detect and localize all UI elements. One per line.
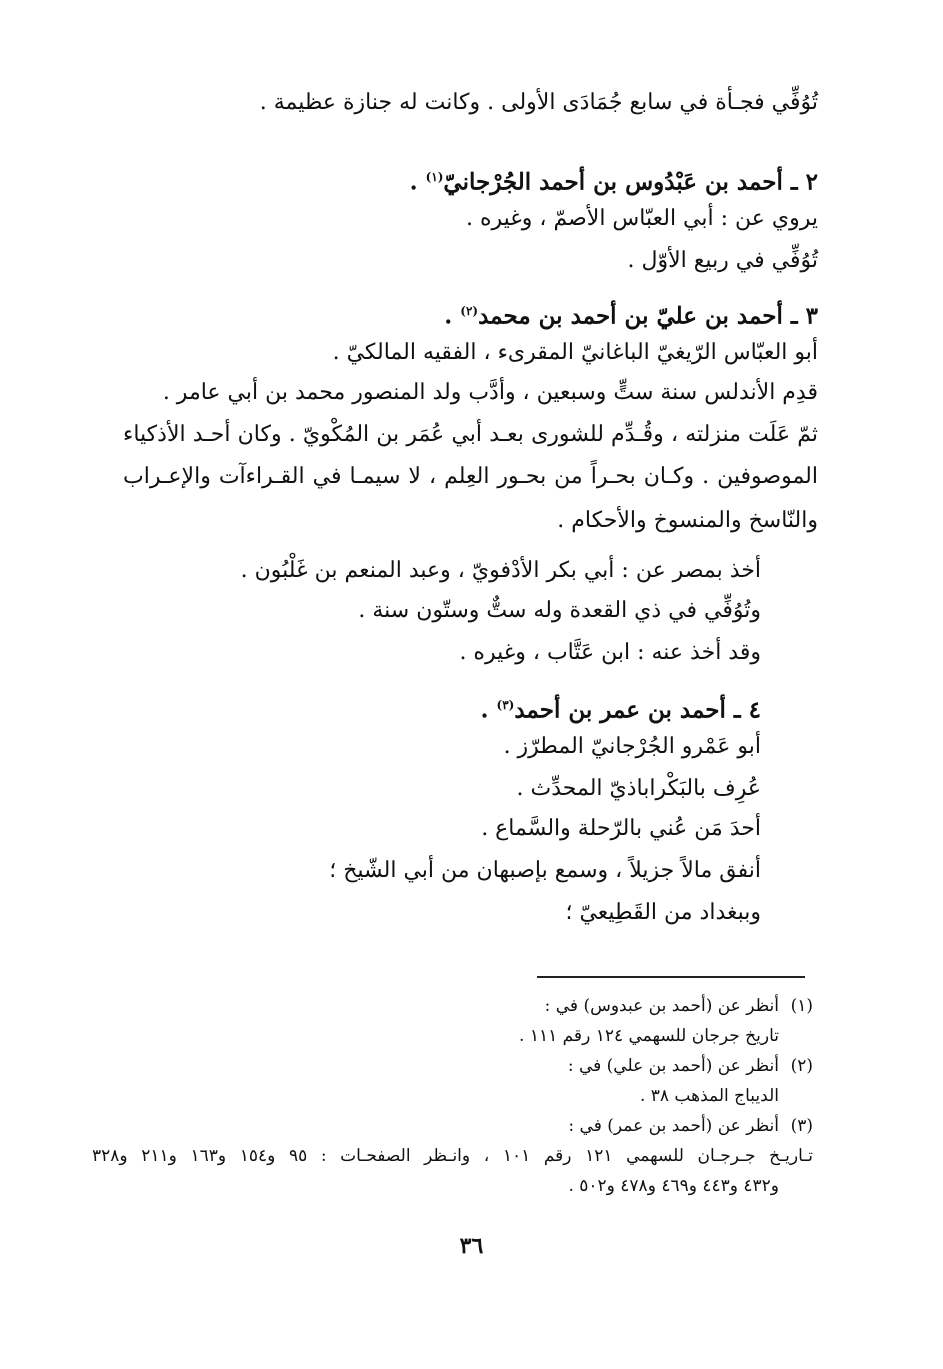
text-line: أنفق مالاً جزيلاً ، وسمع بإصبهان من أبي الشّيخ ؛ — [329, 858, 761, 883]
footnote-1 — [80, 994, 813, 1018]
footnote-marker: (٢) — [460, 304, 479, 318]
footnote-marker: (١) — [425, 170, 444, 184]
text-line: عُرِف بالبَكْراباذيّ المحدِّث . — [516, 776, 761, 801]
footnote-marker: (٣) — [496, 698, 515, 712]
text-line: وببغداد من القَطِيعيّ ؛ — [565, 900, 761, 925]
footnote-separator — [537, 976, 805, 978]
footnote-continuation: تاريخ جرجان للسهمي ١٢٤ رقم ١١١ . — [519, 1026, 779, 1046]
text-line: الموصوفين . وكـان بحـراً من بحـور العِلم ، لا سيمـا في القـراءآت والإعـراب — [123, 464, 818, 489]
footnote-text: أنظر عن (أحمد بن عبدوس) في : — [544, 996, 779, 1016]
heading-text: ٢ ـ أحمد بن عَبْدُوس بن أحمد الجُرْجانيّ — [443, 168, 818, 196]
text-line: ثمّ عَلَت منزلته ، وقُـدِّم للشورى بعـد أبي عُمَر بن المُكْويّ . وكان أحـد الأذكياء — [123, 422, 818, 447]
heading-text: ٤ ـ أحمد بن عمر بن أحمد — [514, 696, 761, 724]
heading-tail: . — [480, 696, 497, 724]
entry-heading — [80, 162, 818, 198]
footnote-text: أنظر عن (أحمد بن علي) في : — [567, 1056, 779, 1076]
text-line: أبو عَمْرو الجُرْجانيّ المطرّز . — [503, 734, 761, 759]
footnote-number: (١) — [790, 996, 813, 1016]
footnote-text: أنظر عن (أحمد بن عمر) في : — [568, 1116, 779, 1136]
entry-heading — [80, 690, 761, 726]
heading-tail: . — [409, 168, 426, 196]
footnote-continuation: و٤٣٢ و٤٤٣ و٤٦٩ و٤٧٨ و٥٠٢ . — [568, 1176, 779, 1196]
footnote-continuation: تـاريـخ جـرجـان للسهمي ١٢١ رقم ١٠١ ، وانـظر الصفحـات : ٩٥ و١٥٤ و١٦٣ و٢١١ و٣٢٨ — [92, 1146, 813, 1166]
text-line: يروي عن : أبي العبّاس الأصمّ ، وغيره . — [465, 206, 818, 231]
footnote-2 — [80, 1054, 813, 1078]
page-number: ٣٦ — [459, 1233, 484, 1259]
entry-heading — [80, 296, 818, 332]
heading-tail: . — [444, 302, 461, 330]
text-line: أحدَ مَن عُني بالرّحلة والسَّماع . — [481, 816, 761, 841]
heading-text: ٣ ـ أحمد بن عليّ بن أحمد بن محمد — [478, 302, 818, 330]
footnote-number: (٢) — [790, 1056, 813, 1076]
text-line: أخذ بمصر عن : أبي بكر الأدْفويّ ، وعبد المنعم بن غَلْبُون . — [240, 558, 761, 583]
footnote-3 — [80, 1114, 813, 1138]
text-line: تُوُفِّي فجـأة في سابع جُمَادَى الأولى . وكانت له جنازة عظيمة . — [259, 90, 818, 115]
text-line: تُوُفِّي في ربيع الأوّل . — [627, 248, 818, 273]
text-line: وتُوُفِّي في ذي القعدة وله ستٌّ وستّون سنة . — [358, 598, 761, 623]
text-line: قدِم الأندلس سنة ستٍّ وسبعين ، وأدَّب ولد المنصور محمد بن أبي عامر . — [162, 380, 818, 405]
footnote-number: (٣) — [790, 1116, 813, 1136]
text-line: والنّاسخ والمنسوخ والأحكام . — [557, 508, 818, 533]
footnote-continuation: الديباج المذهب ٣٨ . — [639, 1086, 779, 1106]
text-line: وقد أخذ عنه : ابن عَتَّاب ، وغيره . — [459, 640, 761, 665]
text-line: أبو العبّاس الرّيغيّ الباغانيّ المقرىء ، الفقيه المالكيّ . — [332, 340, 818, 365]
